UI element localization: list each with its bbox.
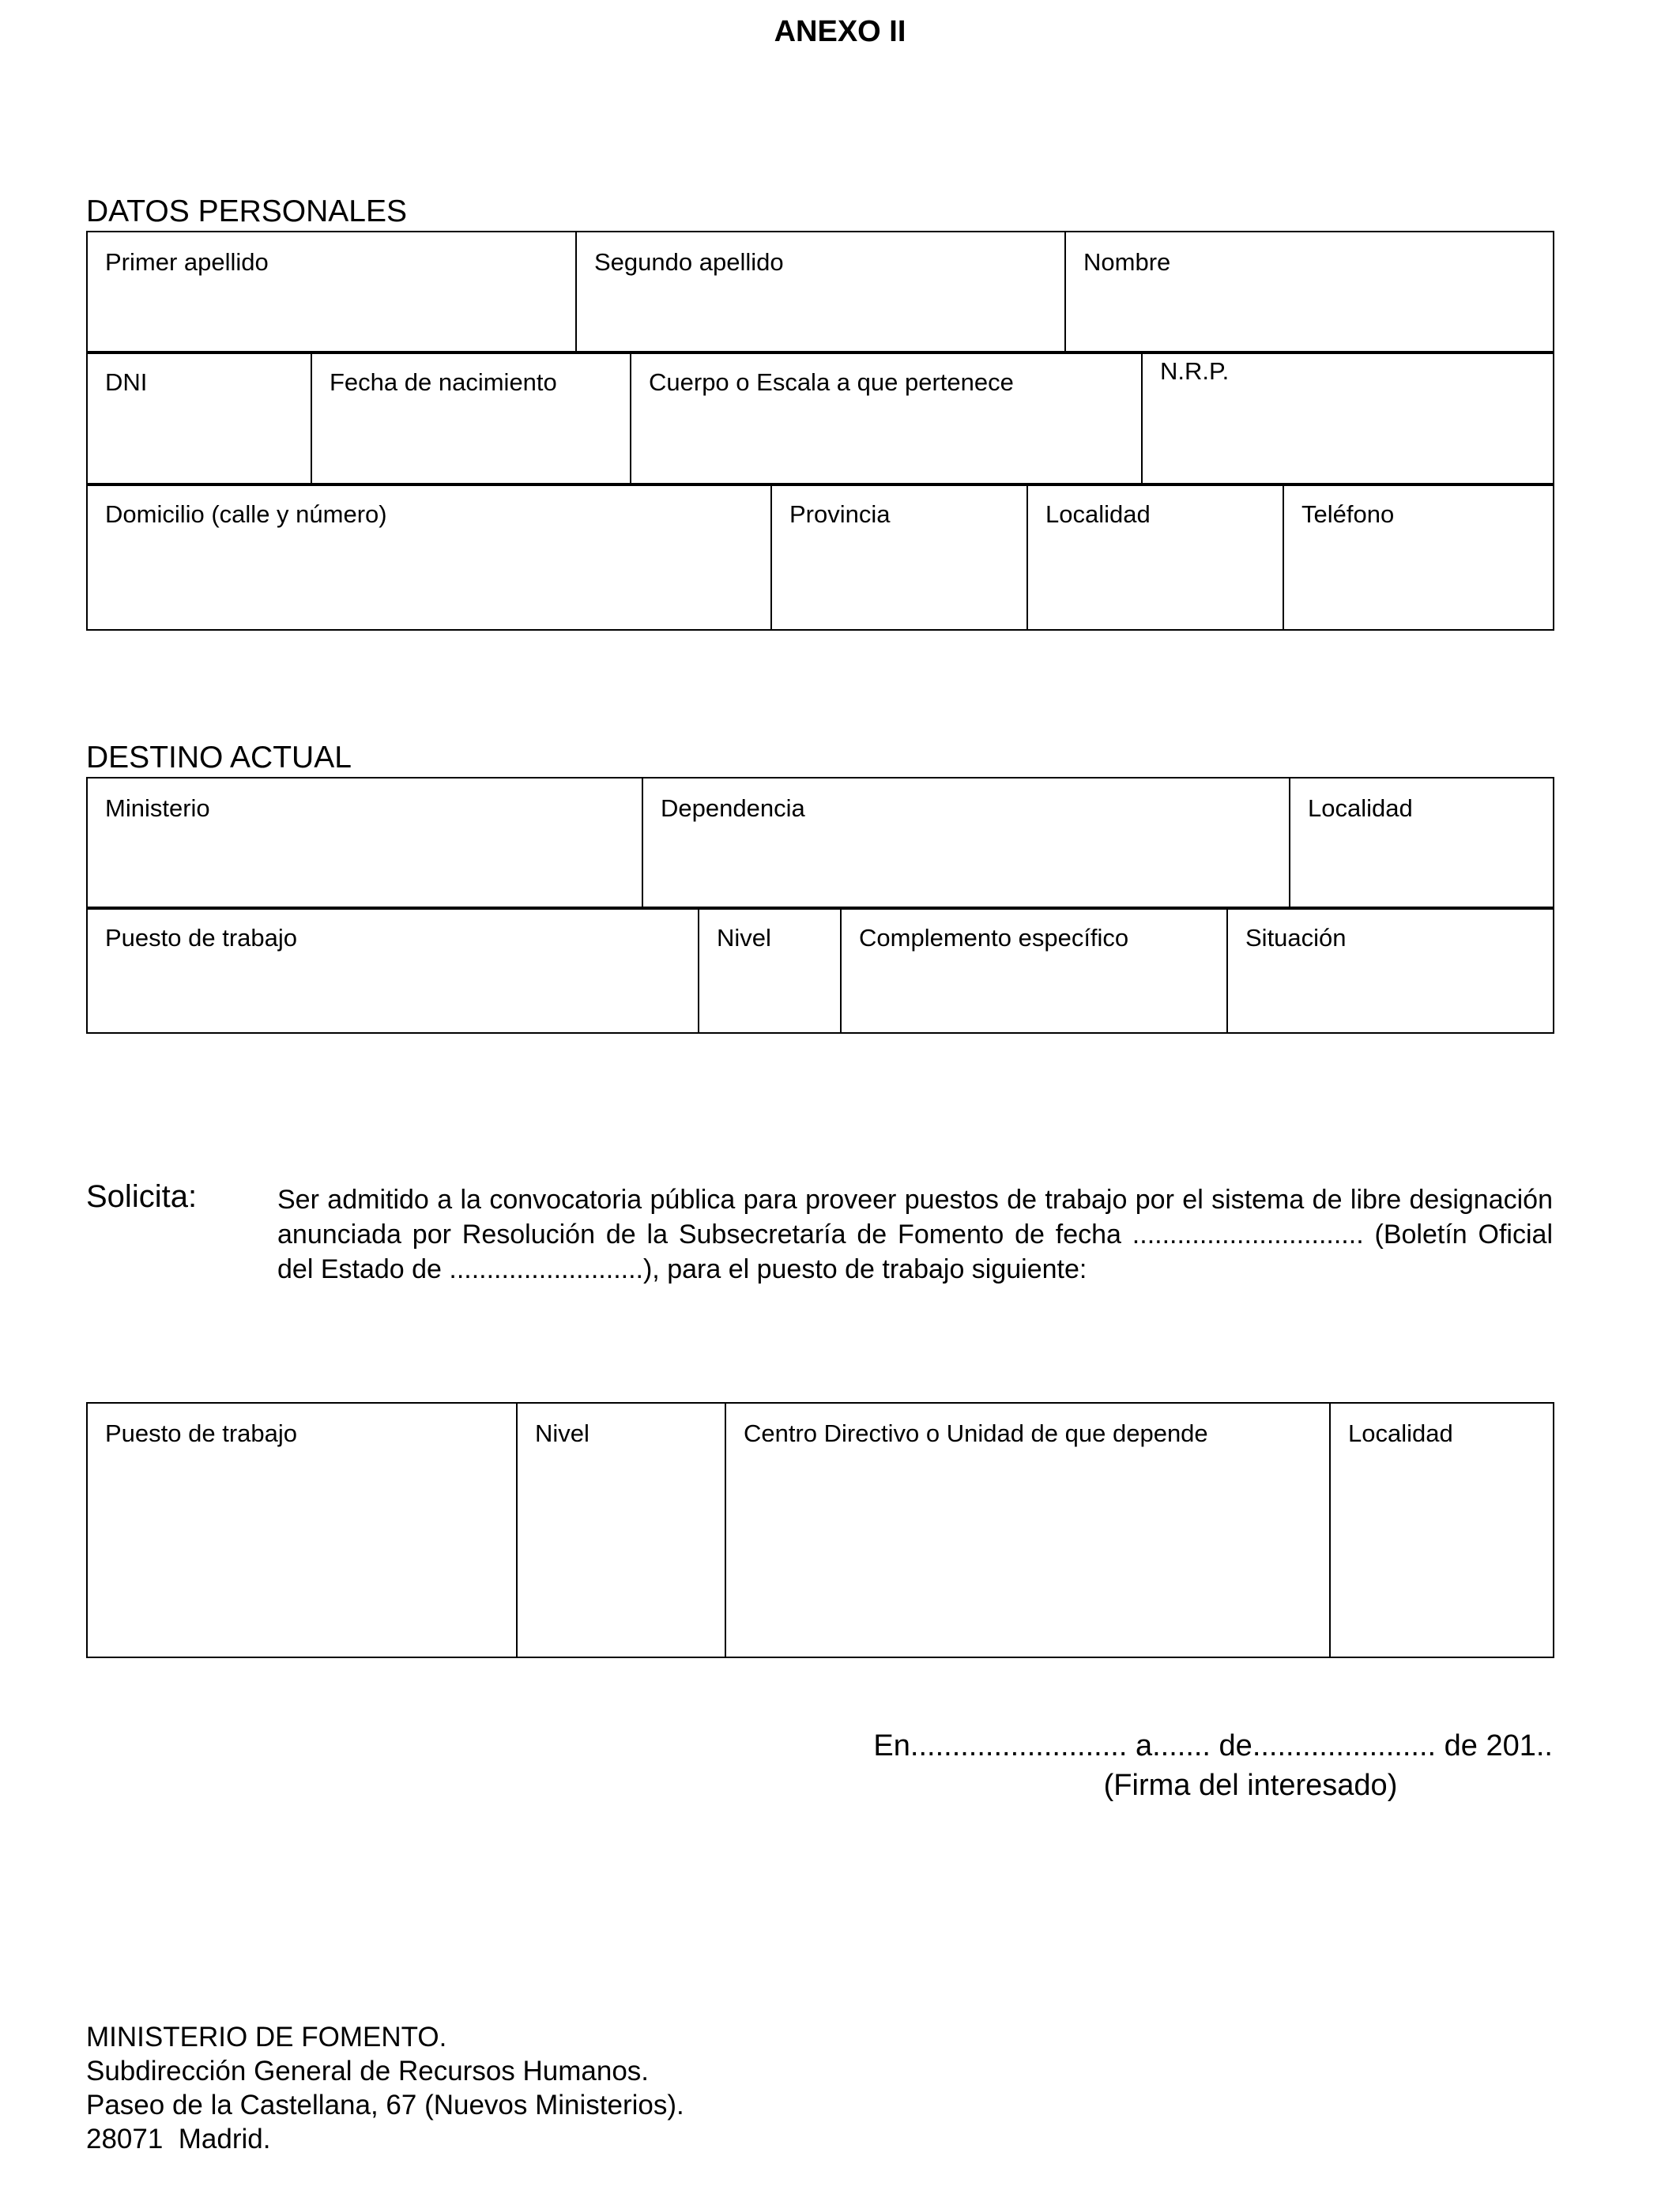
- field-localidad-solicitada[interactable]: Localidad: [1330, 1403, 1554, 1657]
- field-fecha-nacimiento[interactable]: Fecha de nacimiento: [311, 352, 631, 485]
- footer-line: Subdirección General de Recursos Humanos.: [86, 2056, 650, 2087]
- datos-personales-row2: [86, 351, 1554, 486]
- section-title-destino-actual: DESTINO ACTUAL: [86, 741, 352, 775]
- field-situacion[interactable]: Situación: [1227, 907, 1554, 1033]
- destino-actual-row1: [86, 777, 1554, 910]
- solicita-text: Ser admitido a la convocatoria pública para proveer puestos de trabajo por el sistema de libre designación anunciada por Resolución de la Subsecretaría de Fomento de fecha ............................... (Boletín Oficial del Estado de ..........................), para el puesto de trabajo siguiente:: [277, 1185, 1553, 1284]
- field-domicilio[interactable]: Domicilio (calle y número): [87, 484, 771, 630]
- solicita-label: Solicita:: [86, 1179, 198, 1214]
- field-dependencia[interactable]: Dependencia: [642, 778, 1290, 909]
- field-complemento-especifico[interactable]: Complemento específico: [841, 907, 1227, 1033]
- destino-actual-row2: [86, 907, 1554, 1034]
- footer-line: MINISTERIO DE FOMENTO.: [86, 2022, 447, 2053]
- field-segundo-apellido[interactable]: Segundo apellido: [576, 232, 1065, 353]
- footer-line: 28071 Madrid.: [86, 2124, 271, 2154]
- puesto-solicitado-table: [86, 1402, 1554, 1658]
- field-primer-apellido[interactable]: Primer apellido: [87, 232, 576, 353]
- footer-line: Paseo de la Castellana, 67 (Nuevos Ministerios).: [86, 2090, 684, 2120]
- field-nrp[interactable]: N.R.P.: [1142, 352, 1554, 485]
- field-cuerpo-escala[interactable]: Cuerpo o Escala a que pertenece: [631, 352, 1142, 485]
- field-localidad[interactable]: Localidad: [1027, 484, 1283, 630]
- datos-personales-row3: [86, 483, 1554, 631]
- field-nivel-solicitado[interactable]: Nivel: [517, 1403, 725, 1657]
- field-provincia[interactable]: Provincia: [771, 484, 1027, 630]
- field-dni[interactable]: DNI: [87, 352, 311, 485]
- field-localidad-destino[interactable]: Localidad: [1290, 778, 1554, 909]
- date-line: En.......................... a....... de...................... de 201..: [873, 1729, 1553, 1762]
- field-telefono[interactable]: Teléfono: [1283, 484, 1554, 630]
- datos-personales-row1: [86, 231, 1554, 354]
- document-title: ANEXO II: [774, 15, 906, 48]
- field-puesto-trabajo-actual[interactable]: Puesto de trabajo: [87, 907, 699, 1033]
- field-nombre[interactable]: Nombre: [1065, 232, 1554, 353]
- signature-caption: (Firma del interesado): [1103, 1769, 1398, 1802]
- field-puesto-trabajo-solicitado[interactable]: Puesto de trabajo: [87, 1403, 517, 1657]
- field-centro-directivo[interactable]: Centro Directivo o Unidad de que depende: [725, 1403, 1330, 1657]
- footer-address: [86, 2020, 684, 2156]
- field-ministerio[interactable]: Ministerio: [87, 778, 642, 909]
- section-title-datos-personales: DATOS PERSONALES: [86, 194, 408, 228]
- field-nivel-actual[interactable]: Nivel: [699, 907, 841, 1033]
